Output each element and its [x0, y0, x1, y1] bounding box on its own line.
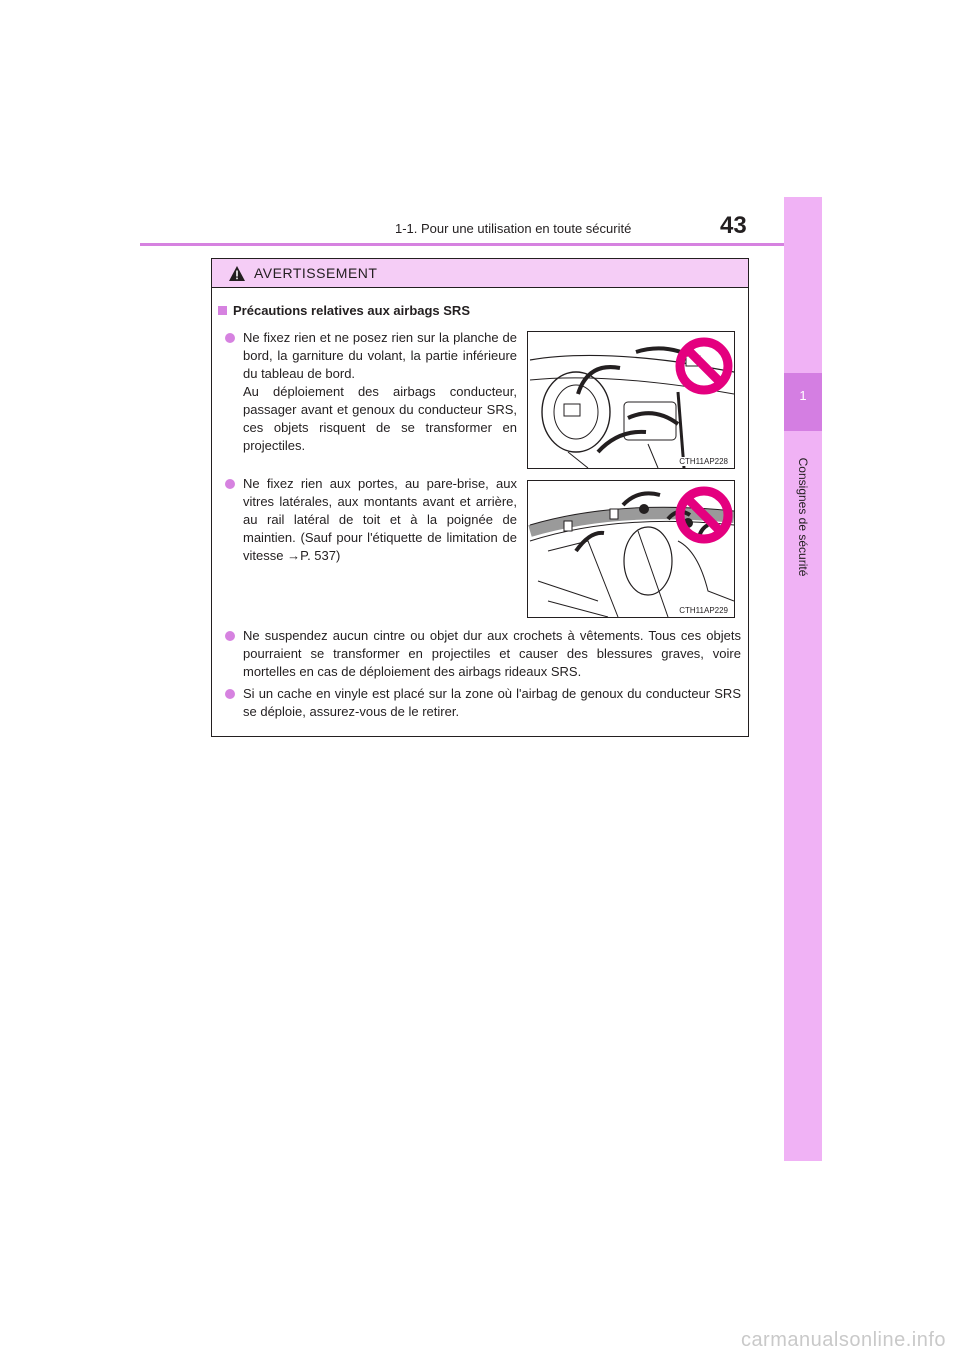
figure-code: CTH11AP228 — [679, 457, 728, 466]
list-item — [225, 685, 741, 721]
list-item — [225, 329, 517, 455]
list-item — [225, 627, 741, 681]
watermark: carmanualsonline.info — [740, 1329, 946, 1351]
chapter-number: 1 — [799, 388, 807, 403]
section-header: 1-1. Pour une utilisation en toute sécurité — [395, 221, 632, 236]
chapter-title: Consignes de sécurité — [796, 457, 810, 577]
section-heading — [218, 303, 470, 318]
bullet-icon — [225, 333, 235, 343]
chapter-side-tab — [784, 197, 822, 1161]
item-text: Au déploiement des airbags conducteur, passager avant et genoux du conducteur SRS, ces objets risquent de se transformer en projectiles. — [243, 384, 517, 453]
item-text: Ne suspendez aucun cintre ou objet dur aux crochets à vêtements. Tous ces objets pourraient se transformer en projectiles et causer des blessures graves, voire mortelles en cas de déploiement des airbags rideaux SRS. — [243, 628, 741, 679]
figure-interior — [527, 480, 735, 618]
page-number: 43 — [720, 212, 747, 239]
header-divider — [140, 243, 794, 246]
interior-illustration — [528, 481, 734, 617]
figure-dashboard — [527, 331, 735, 469]
bullet-icon — [225, 631, 235, 641]
bullet-icon — [225, 689, 235, 699]
warning-triangle-icon — [228, 265, 246, 282]
item-text: Si un cache en vinyle est placé sur la zone où l'airbag de genoux du conducteur SRS se déploie, assurez-vous de le retirer. — [243, 686, 741, 719]
warning-title: AVERTISSEMENT — [254, 265, 378, 281]
bullet-icon — [225, 479, 235, 489]
list-item — [225, 475, 517, 565]
item-text: Ne fixez rien et ne posez rien sur la planche de bord, la garniture du volant, la partie inférieure du tableau de bord. — [243, 330, 517, 381]
item-text: Ne fixez rien aux portes, au pare-brise, aux vitres latérales, aux montants avant et arrière, au rail latéral de toit et à la poignée de maintien. (Sauf pour l'étiquette de limitation de vitesse →P. 537) — [243, 476, 517, 563]
section-heading-text: Précautions relatives aux airbags SRS — [233, 303, 470, 318]
figure-code: CTH11AP229 — [679, 606, 728, 615]
warning-box — [211, 258, 749, 737]
square-bullet-icon — [218, 306, 227, 315]
warning-header — [212, 259, 748, 288]
dashboard-illustration — [528, 332, 734, 468]
